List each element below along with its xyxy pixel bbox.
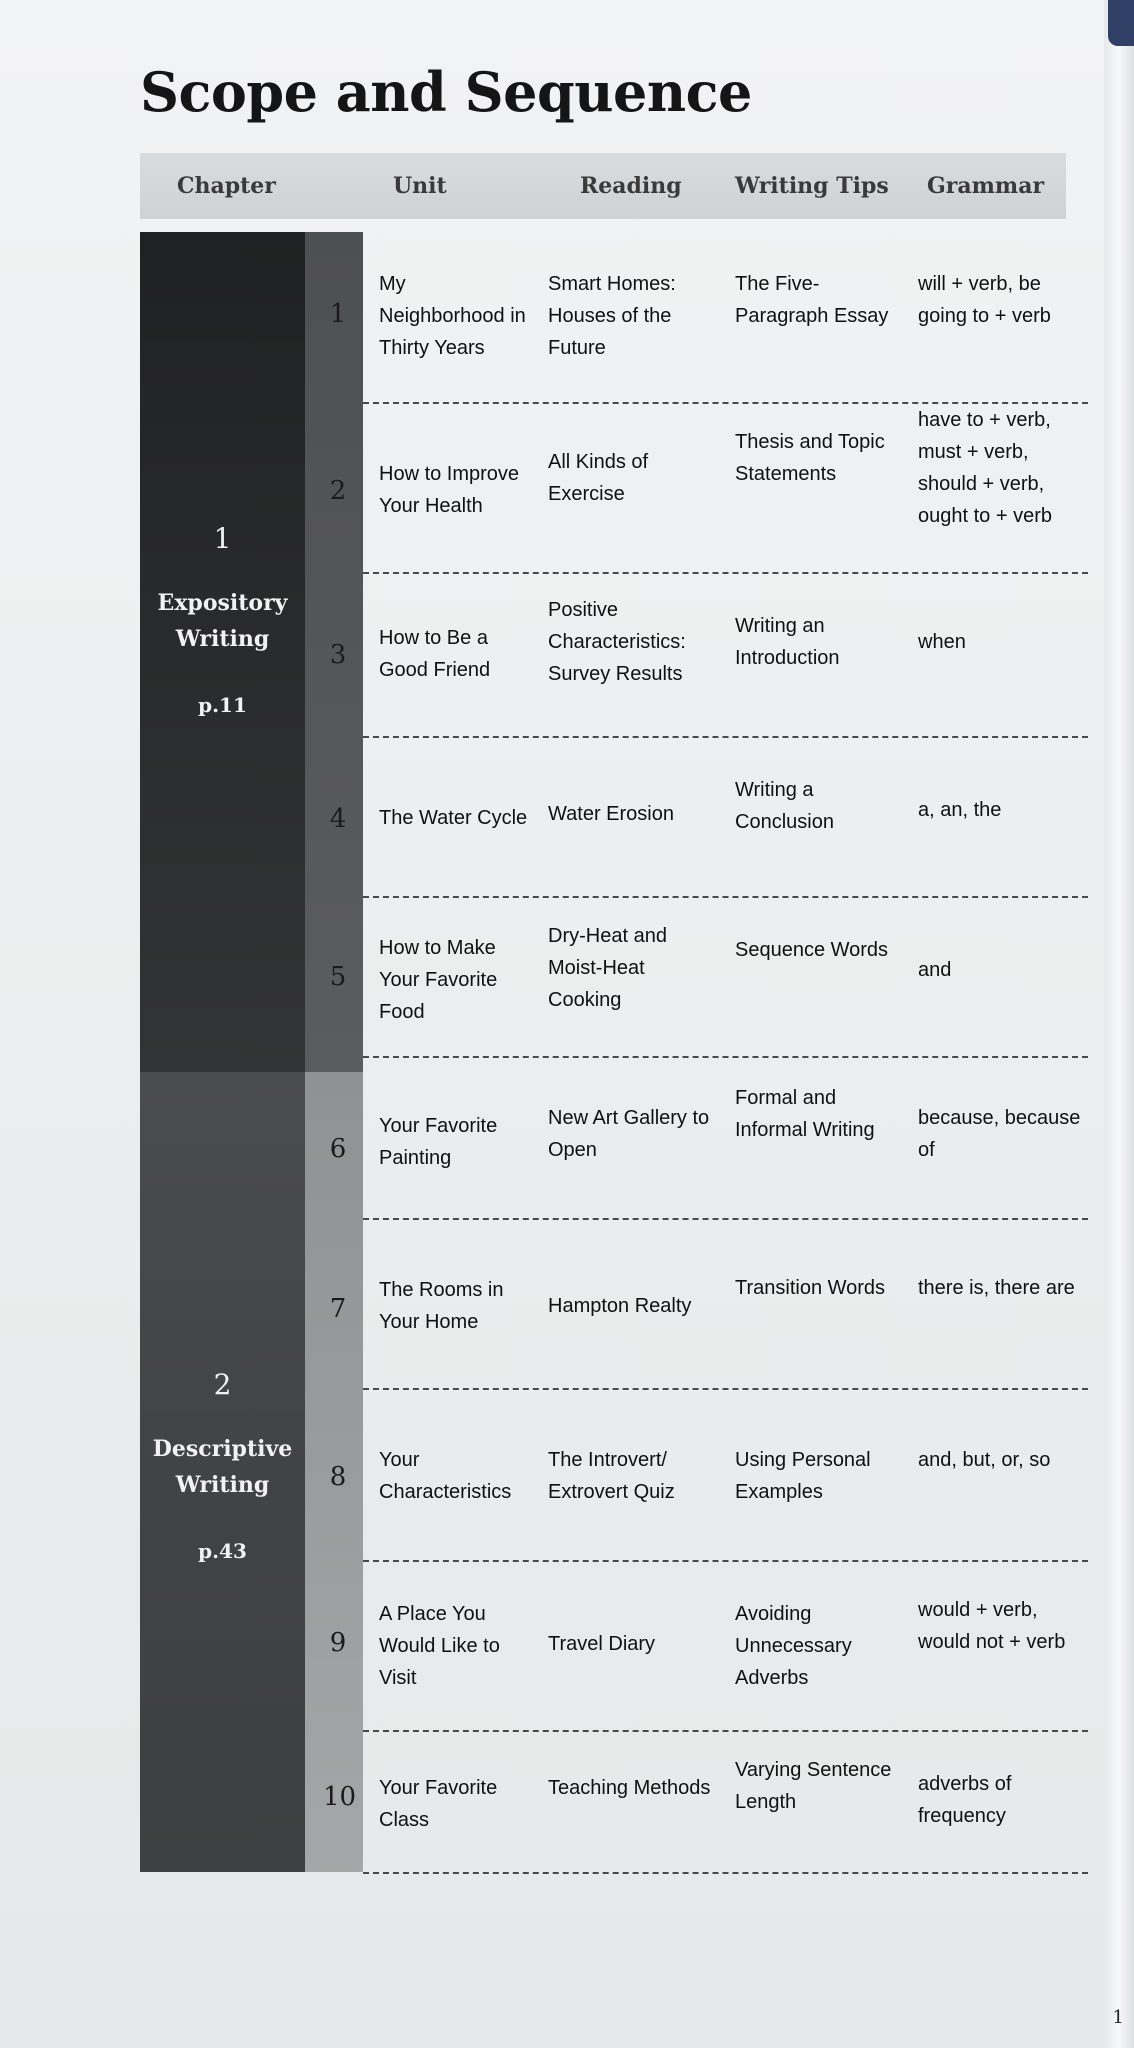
chapter-name-line1: Expository xyxy=(157,590,288,616)
writing-tip: Writing a Conclusion xyxy=(735,779,834,833)
header-unit: Unit xyxy=(393,173,447,199)
writing-tip: The Five-Paragraph Essay xyxy=(735,273,889,327)
unit-title: How to Be a Good Friend xyxy=(379,627,491,681)
unit-title: Your Characteristics xyxy=(379,1449,512,1503)
writing-tip: Sequence Words xyxy=(735,939,889,961)
table-row xyxy=(329,232,1088,404)
table-row xyxy=(329,404,1088,574)
page-title: Scope and Sequence xyxy=(140,60,752,124)
writing-tip: Varying Sentence Length xyxy=(735,1759,892,1813)
unit-title: Your Favorite Class xyxy=(379,1777,498,1831)
header-reading: Reading xyxy=(580,173,682,199)
unit-number: 2 xyxy=(329,476,347,506)
writing-tip: Using Personal Examples xyxy=(735,1449,871,1503)
chapter-page: p.43 xyxy=(198,1539,247,1563)
table-row xyxy=(329,1220,1088,1390)
header-grammar: Grammar xyxy=(927,173,1045,199)
page-edge xyxy=(1104,0,1134,2048)
unit-title: A Place You Would Like to Visit xyxy=(379,1603,500,1689)
chapter-name xyxy=(153,1431,293,1503)
chapter-block-1 xyxy=(140,232,305,1072)
unit-title: How to Improve Your Health xyxy=(379,463,520,517)
unit-title: How to Make Your Favorite Food xyxy=(379,937,498,1023)
chapter-name xyxy=(158,585,288,657)
writing-tip: Thesis and Topic Statements xyxy=(735,431,885,485)
chapter-number: 2 xyxy=(213,1368,232,1401)
reading-title: Dry-Heat and Moist-Heat Cooking xyxy=(548,925,667,1011)
unit-number: 1 xyxy=(329,299,347,329)
reading-title: Hampton Realty xyxy=(548,1295,692,1317)
grammar-point: would + verb, would not + verb xyxy=(918,1599,1066,1653)
reading-title: New Art Gallery to Open xyxy=(548,1107,710,1161)
table-row xyxy=(329,574,1088,738)
reading-title: Water Erosion xyxy=(548,803,674,825)
unit-title: My Neighborhood in Thirty Years xyxy=(379,273,526,359)
header-chapter: Chapter xyxy=(177,173,276,199)
chapter-name-line2: Writing xyxy=(175,1472,270,1498)
writing-tip: Writing an Introduction xyxy=(735,615,840,669)
grammar-point: have to + verb, must + verb, should + verb, ought to + verb xyxy=(918,409,1052,527)
table-row xyxy=(329,738,1088,898)
table-row xyxy=(323,1732,1088,1874)
reading-title: Smart Homes: Houses of the Future xyxy=(548,273,676,359)
unit-number: 10 xyxy=(323,1782,357,1812)
header-writing-tips: Writing Tips xyxy=(735,173,889,199)
chapter-block-2 xyxy=(140,1072,305,1872)
unit-number: 6 xyxy=(329,1134,347,1164)
unit-title: The Water Cycle xyxy=(379,807,528,829)
unit-title: Your Favorite Painting xyxy=(379,1115,498,1169)
grammar-point: and xyxy=(918,959,952,981)
table-row xyxy=(329,1058,1088,1220)
grammar-point: and, but, or, so xyxy=(918,1449,1051,1471)
reading-title: Positive Characteristics: Survey Results xyxy=(548,599,686,685)
grammar-point: will + verb, be going to + verb xyxy=(918,273,1051,327)
corner-tab xyxy=(1108,0,1134,46)
table-header xyxy=(140,153,1066,219)
writing-tip: Transition Words xyxy=(735,1277,886,1299)
grammar-point: when xyxy=(918,631,966,653)
chapter-name-line2: Writing xyxy=(175,626,270,652)
grammar-point: because, because of xyxy=(918,1107,1081,1161)
chapter-page: p.11 xyxy=(198,693,247,717)
chapter-name-line1: Descriptive xyxy=(152,1436,293,1462)
grammar-point: a, an, the xyxy=(918,799,1002,821)
unit-number: 9 xyxy=(329,1628,347,1658)
unit-number: 4 xyxy=(329,804,347,834)
reading-title: The Introvert/ Extrovert Quiz xyxy=(548,1449,675,1503)
table-row xyxy=(329,898,1088,1058)
table-row xyxy=(329,1390,1088,1562)
reading-title: Teaching Methods xyxy=(548,1777,711,1799)
unit-number: 5 xyxy=(329,962,347,992)
writing-tip: Formal and Informal Writing xyxy=(735,1087,875,1141)
page-number: 1 xyxy=(1112,2007,1124,2028)
writing-tip: Avoiding Unnecessary Adverbs xyxy=(735,1603,852,1689)
reading-title: Travel Diary xyxy=(548,1633,656,1655)
grammar-point: there is, there are xyxy=(918,1277,1075,1299)
grammar-point: adverbs of frequency xyxy=(918,1773,1012,1827)
unit-number: 8 xyxy=(329,1462,347,1492)
unit-number: 7 xyxy=(329,1294,347,1324)
reading-title: All Kinds of Exercise xyxy=(548,451,649,505)
unit-number: 3 xyxy=(329,640,347,670)
chapter-number: 1 xyxy=(213,522,232,555)
table-row xyxy=(329,1562,1088,1732)
unit-title: The Rooms in Your Home xyxy=(379,1279,504,1333)
